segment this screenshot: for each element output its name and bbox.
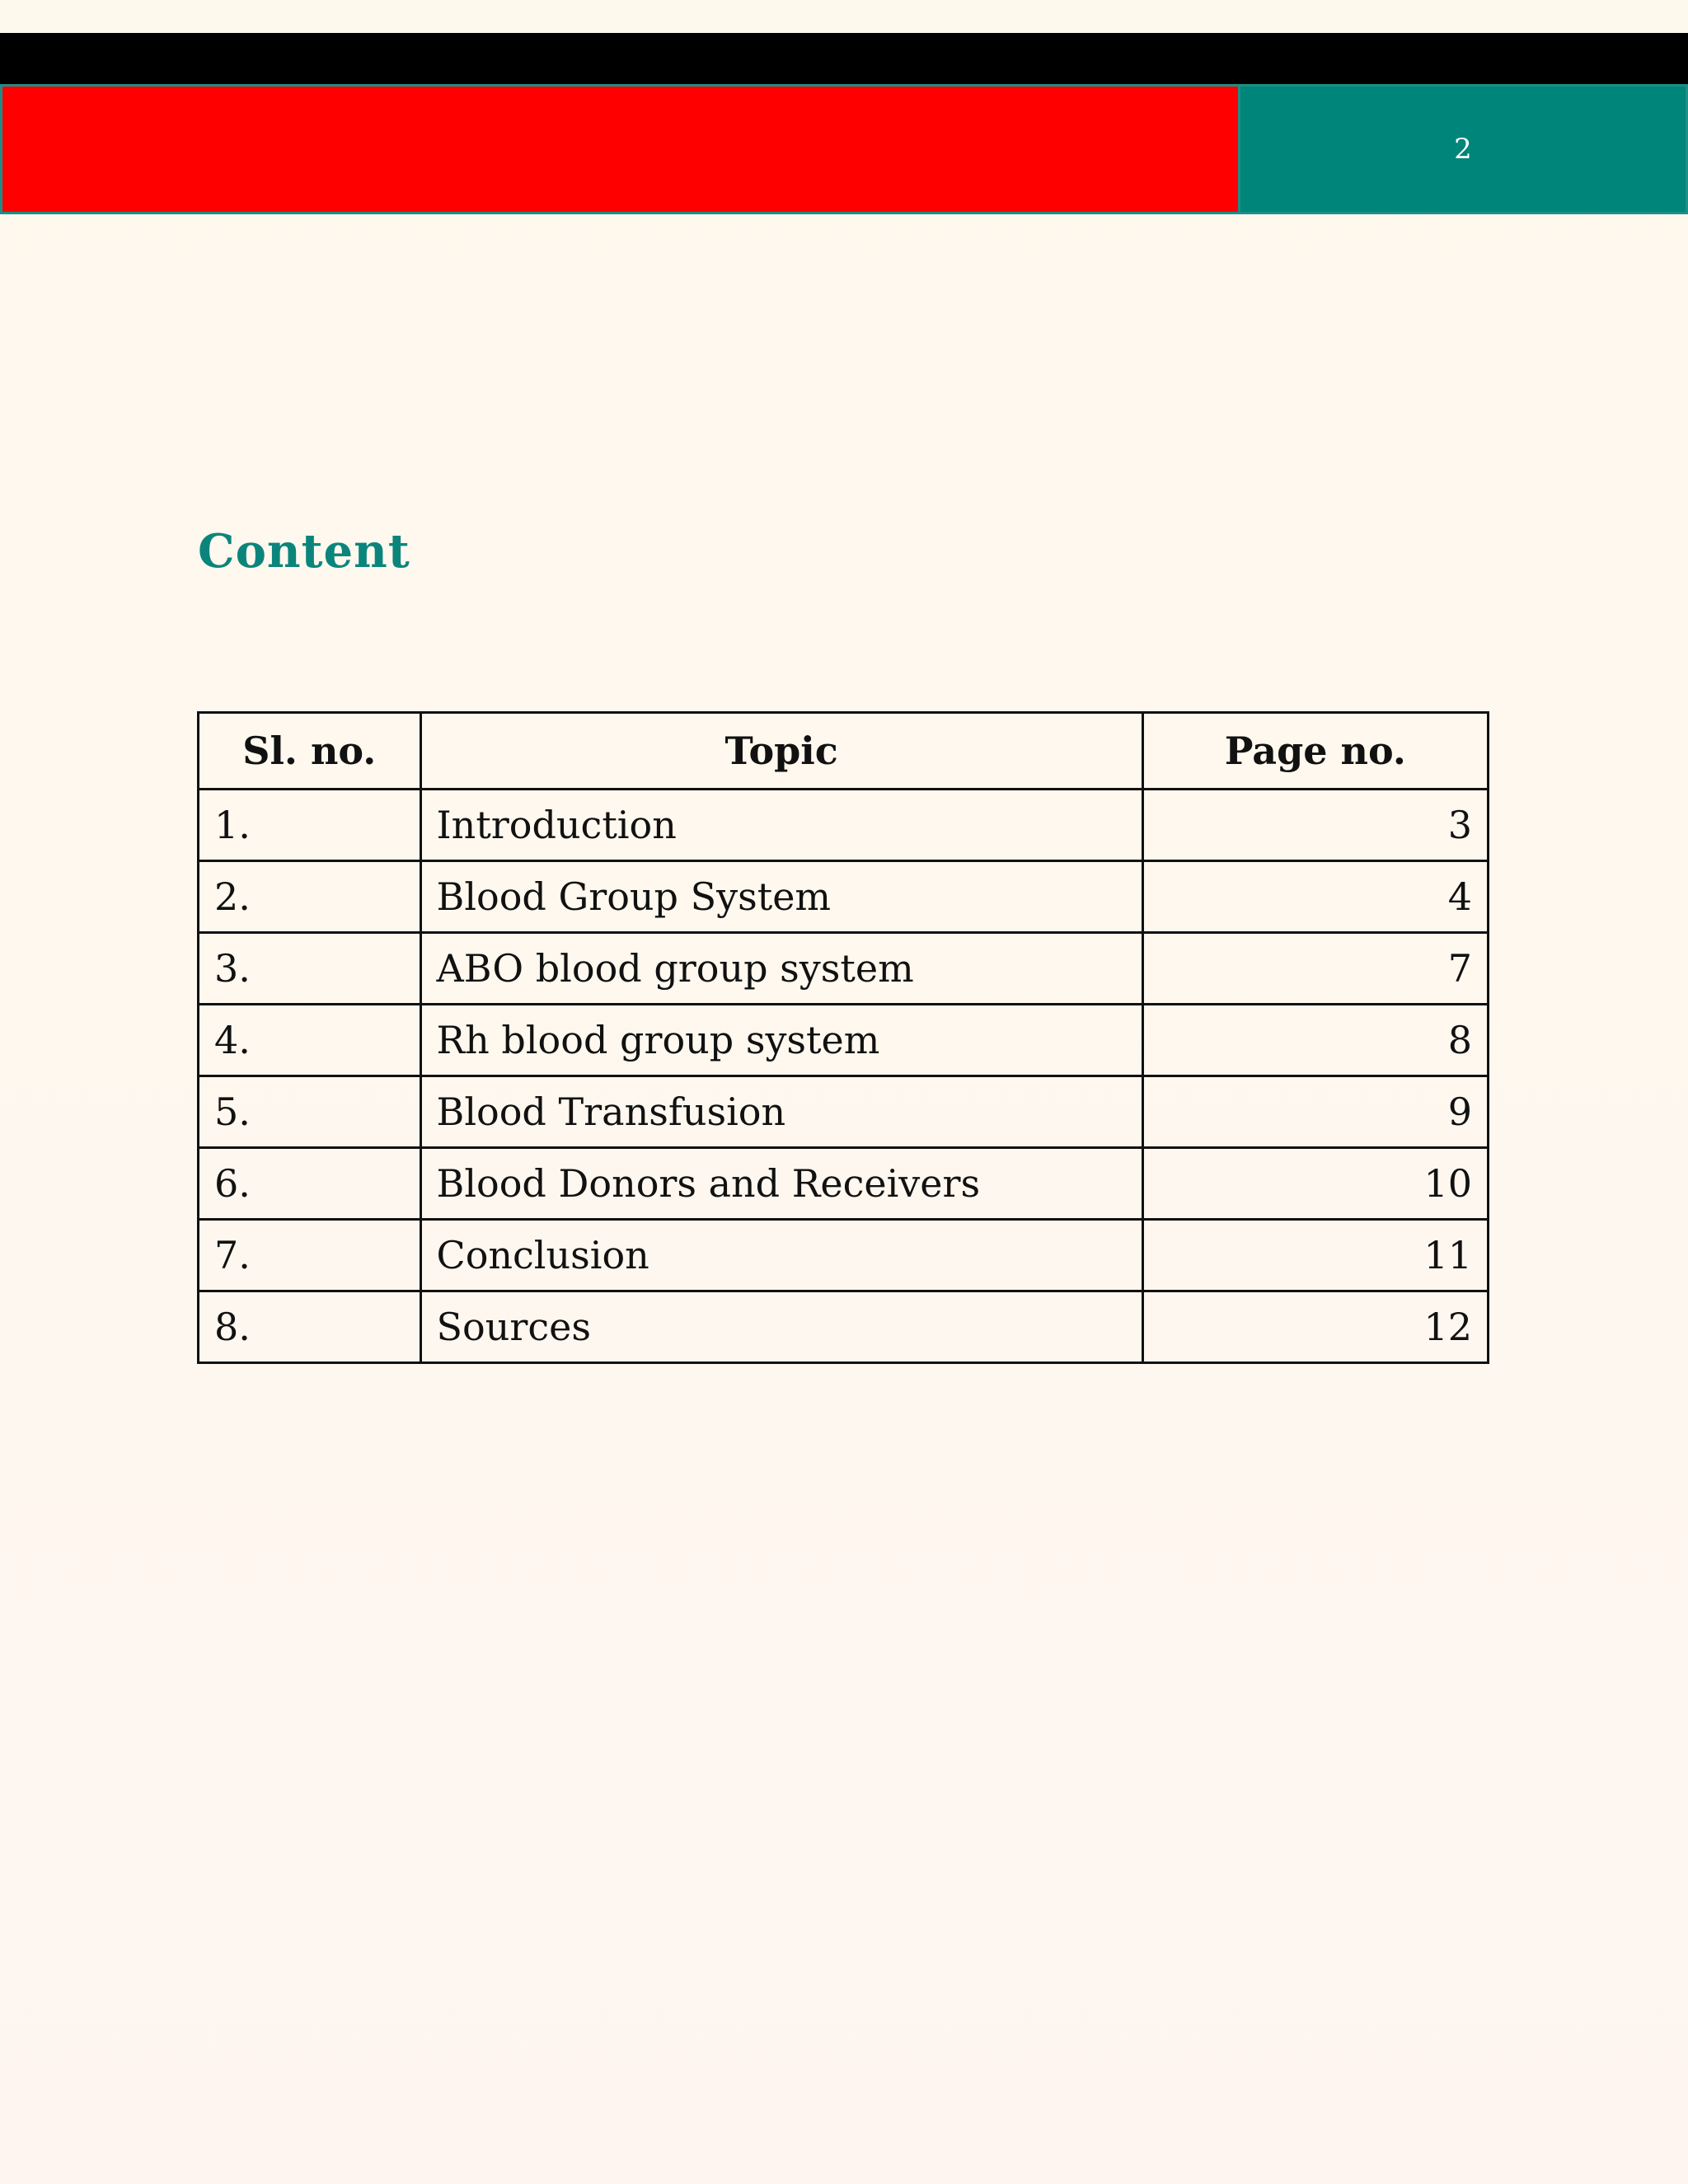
row-page-no: 11 [1142, 1220, 1488, 1291]
row-sl-no: 1. [199, 790, 421, 861]
row-sl-no: 6. [199, 1148, 421, 1220]
header-red-block [2, 87, 1240, 212]
column-header-topic: Topic [420, 713, 1142, 790]
row-topic: Introduction [420, 790, 1142, 861]
row-sl-no: 8. [199, 1291, 421, 1363]
row-page-no: 8 [1142, 1005, 1488, 1076]
header-band [0, 84, 1688, 214]
table-row [199, 1220, 1489, 1291]
row-page-no: 12 [1142, 1291, 1488, 1363]
page-number-block [1240, 87, 1686, 212]
table-row [199, 1076, 1489, 1148]
row-page-no: 7 [1142, 933, 1488, 1005]
row-sl-no: 4. [199, 1005, 421, 1076]
table-row [199, 933, 1489, 1005]
row-page-no: 9 [1142, 1076, 1488, 1148]
table-header-row [199, 713, 1489, 790]
row-sl-no: 3. [199, 933, 421, 1005]
page-title: Content [198, 524, 410, 579]
row-page-no: 10 [1142, 1148, 1488, 1220]
row-sl-no: 5. [199, 1076, 421, 1148]
row-topic: Sources [420, 1291, 1142, 1363]
row-sl-no: 7. [199, 1220, 421, 1291]
row-topic: Rh blood group system [420, 1005, 1142, 1076]
contents-table [197, 711, 1489, 1364]
row-topic: Blood Donors and Receivers [420, 1148, 1142, 1220]
row-topic: ABO blood group system [420, 933, 1142, 1005]
row-topic: Conclusion [420, 1220, 1142, 1291]
row-sl-no: 2. [199, 861, 421, 933]
header-black-bar [0, 33, 1688, 84]
table-row [199, 1148, 1489, 1220]
table-row [199, 1291, 1489, 1363]
column-header-page-no: Page no. [1142, 713, 1488, 790]
table-row [199, 790, 1489, 861]
row-topic: Blood Transfusion [420, 1076, 1142, 1148]
row-page-no: 4 [1142, 861, 1488, 933]
column-header-sl-no: Sl. no. [199, 713, 421, 790]
table-row [199, 1005, 1489, 1076]
row-topic: Blood Group System [420, 861, 1142, 933]
row-page-no: 3 [1142, 790, 1488, 861]
page-number: 2 [1454, 133, 1472, 166]
table-row [199, 861, 1489, 933]
